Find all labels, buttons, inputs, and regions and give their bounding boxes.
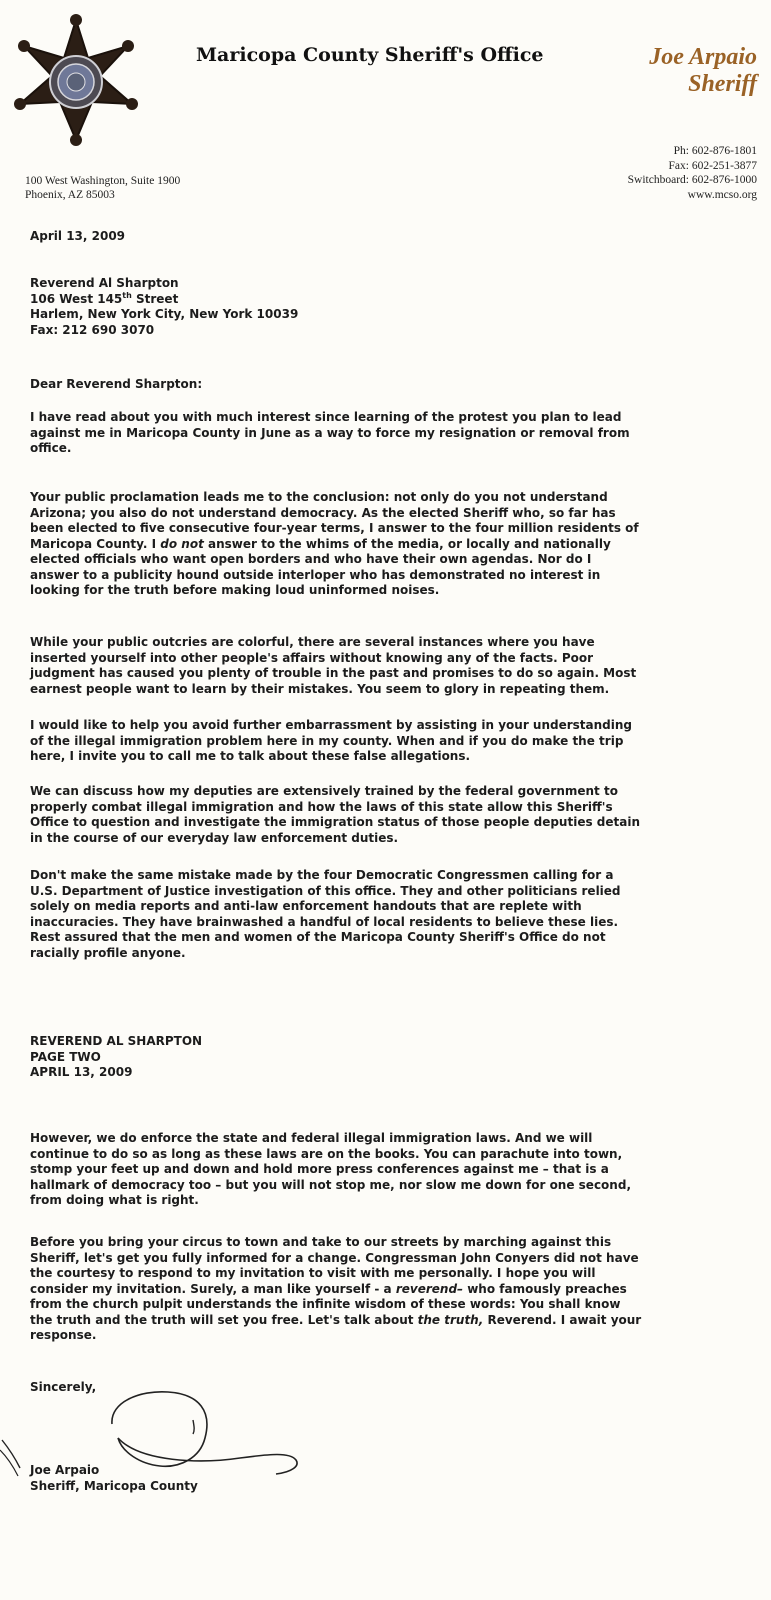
text-run: Maricopa County. I — [30, 536, 161, 551]
header-line: REVEREND AL SHARPTON — [30, 1034, 203, 1048]
emphasis: reverend– — [395, 1281, 464, 1296]
text-line: Don't make the same mistake made by the four Democratic Congressmen calling for a — [30, 868, 614, 882]
text-run: the truth and the truth will set you free. Let's talk about — [30, 1312, 418, 1327]
text-line: Before you bring your circus to town and take to our streets by marching against this — [30, 1235, 612, 1249]
text-line: I have read about you with much interest since learning of the protest you plan to lead — [30, 410, 622, 424]
organization-name: Maricopa County Sheriff's Office — [196, 44, 544, 66]
text-line: continue to do so as long as these laws are on the books. You can parachute into town, — [30, 1146, 623, 1161]
signer-title: Sheriff, Maricopa County — [30, 1478, 198, 1493]
street-word: Street — [131, 291, 179, 306]
emphasis: do not — [160, 536, 204, 551]
text-line: against me in Maricopa County in June as a way to force my resignation or removal from — [30, 425, 630, 440]
text-line: of the illegal immigration problem here in my county. When and if you do make the trip — [30, 733, 624, 748]
text-line: the courtesy to respond to my invitation to visit with me personally. I hope you will — [30, 1266, 596, 1280]
text-line: judgment has caused you plenty of trouble in the past and promises to do so again. Most — [30, 666, 637, 680]
sheriff-name-block — [649, 44, 757, 98]
text-line: Office to question and investigate the immigration status of those people deputies detain — [30, 815, 640, 829]
address-line-2: Phoenix, AZ 85003 — [25, 189, 115, 201]
paragraph-8 — [30, 1235, 754, 1344]
page-two-header — [30, 1034, 754, 1081]
text-line: in the course of our everyday law enforcement duties. — [30, 830, 399, 845]
text-line: inserted yourself into other people's affairs without knowing any of the facts. Poor — [30, 650, 594, 665]
recipient-city: Harlem, New York City, New York 10039 — [30, 307, 299, 321]
paragraph-7 — [30, 1131, 754, 1209]
emphasis: the truth, — [417, 1312, 484, 1327]
text-line: We can discuss how my deputies are extensively trained by the federal government to — [30, 784, 618, 798]
text-line: However, we do enforce the state and federal illegal immigration laws. And we will — [30, 1131, 593, 1145]
text-line: Rest assured that the men and women of the Maricopa County Sheriff's Office do not — [30, 930, 606, 944]
text-line: hallmark of democracy too – but you will not stop me, nor slow me down for one second, — [30, 1177, 631, 1192]
street-suffix: th — [122, 290, 132, 300]
text-line: been elected to five consecutive four-year terms, I answer to the four million residents of — [30, 521, 639, 535]
phone-number: Ph: 602-876-1801 — [673, 145, 757, 157]
text-line — [30, 1313, 754, 1329]
text-line: looking for the truth before making loud uninformed noises. — [30, 583, 440, 597]
paragraph-2 — [30, 490, 754, 599]
signer-name: Joe Arpaio — [30, 1463, 100, 1477]
salutation: Dear Reverend Sharpton: — [30, 377, 203, 391]
text-line: Sheriff, let's get you fully informed for a change. Congressman John Conyers did not have — [30, 1250, 639, 1265]
paragraph-1 — [30, 410, 754, 457]
text-line: properly combat illegal immigration and how the laws of this state allow this Sheriff's — [30, 799, 613, 814]
text-line: U.S. Department of Justice investigation of this office. They and other politicians relied — [30, 883, 621, 898]
signer-block — [30, 1463, 754, 1494]
recipient-fax: Fax: 212 690 3070 — [30, 322, 155, 337]
recipient-block — [30, 276, 754, 338]
closing: Sincerely, — [30, 1380, 97, 1394]
text-line: earnest people want to learn by their mistakes. You seem to glory in repeating them. — [30, 681, 610, 696]
text-line: Arizona; you also do not understand democracy. As the elected Sheriff who, so far has — [30, 505, 616, 520]
text-line: racially profile anyone. — [30, 945, 186, 960]
website: www.mcso.org — [687, 188, 757, 201]
text-line: inaccuracies. They have brainwashed a handful of local residents to believe these lies. — [30, 914, 619, 929]
paragraph-5 — [30, 784, 754, 846]
text-line: While your public outcries are colorful, there are several instances where you have — [30, 635, 595, 649]
text-line: from the church pulpit understands the infinite wisdom of these words: You shall know — [30, 1297, 621, 1311]
header-line: APRIL 13, 2009 — [30, 1065, 133, 1079]
recipient-street — [30, 292, 754, 308]
switchboard-number: Switchboard: 602-876-1000 — [627, 174, 757, 186]
sheriff-star-badge-icon — [8, 12, 144, 148]
text-run: answer to the whims of the media, or locally and nationally — [203, 536, 611, 551]
text-run: Reverend. I await your — [483, 1312, 642, 1327]
text-line — [30, 1282, 754, 1298]
sheriff-title: Sheriff — [688, 71, 757, 97]
address-line-1: 100 West Washington, Suite 1900 — [25, 175, 181, 187]
header-line: PAGE TWO — [30, 1049, 101, 1064]
text-line: I would like to help you avoid further embarrassment by assisting in your understanding — [30, 718, 633, 732]
text-line: solely on media reports and anti-law enforcement handouts that are replete with — [30, 899, 582, 913]
recipient-name: Reverend Al Sharpton — [30, 276, 179, 290]
text-run: consider my invitation. Surely, a man like yourself - a — [30, 1281, 396, 1296]
fax-number: Fax: 602-251-3877 — [668, 159, 757, 172]
text-line: Your public proclamation leads me to the conclusion: not only do you not understand — [30, 490, 608, 504]
paragraph-4 — [30, 718, 754, 765]
text-line: response. — [30, 1328, 97, 1342]
office-address — [25, 174, 180, 202]
text-line: from doing what is right. — [30, 1193, 199, 1207]
contact-block — [628, 144, 757, 202]
letter-date: April 13, 2009 — [30, 229, 126, 243]
text-line: office. — [30, 441, 72, 455]
paragraph-3 — [30, 635, 754, 697]
text-line — [30, 537, 754, 553]
text-line: answer to a publicity hound outside interloper who has demonstrated no interest in — [30, 567, 601, 582]
paragraph-6 — [30, 868, 754, 961]
text-line: elected officials who want open borders and who have their own agendas. Nor do I — [30, 552, 592, 566]
text-line: here, I invite you to call me to talk about these false allegations. — [30, 749, 471, 763]
sheriff-name: Joe Arpaio — [649, 44, 757, 70]
street-number: 106 West 145 — [30, 291, 123, 306]
text-line: stomp your feet up and down and hold more press conferences against me – that is a — [30, 1162, 609, 1176]
text-run: who famously preaches — [463, 1281, 627, 1296]
